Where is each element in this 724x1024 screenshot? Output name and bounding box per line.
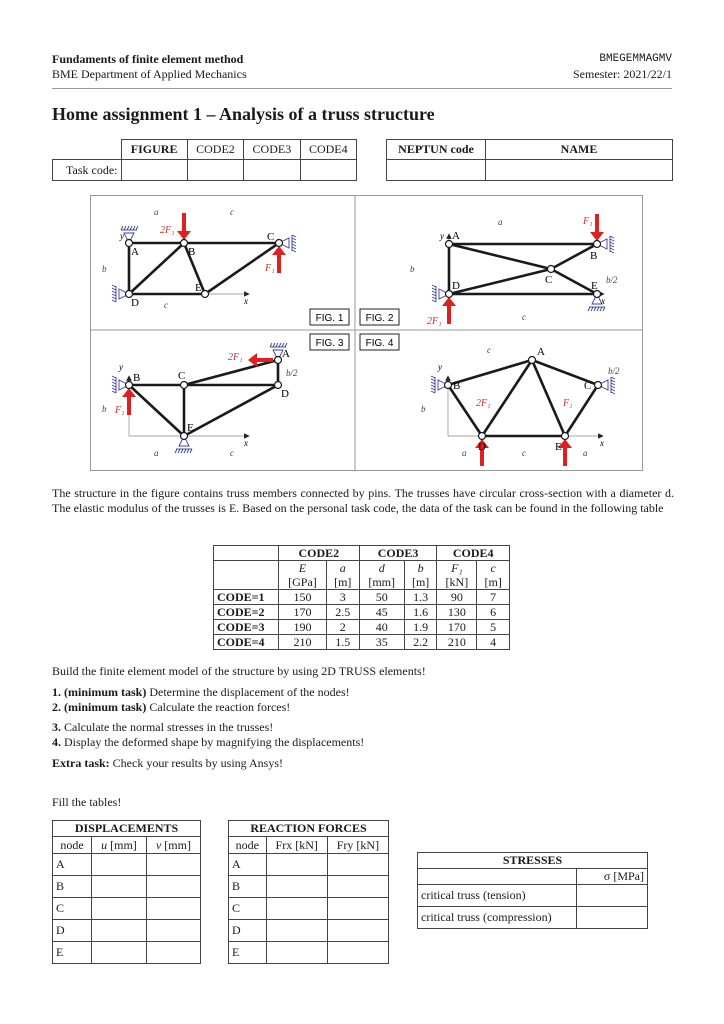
- node-label-C: C: [584, 380, 592, 392]
- cell-value: 170: [279, 605, 327, 620]
- student-id-table: [386, 139, 673, 181]
- dimension-label-a: a: [154, 448, 159, 458]
- dimension-label-half_b: b/2: [286, 368, 298, 378]
- param-F1: F₁ [kN]: [437, 561, 477, 590]
- value-field[interactable]: [146, 942, 200, 964]
- page-title: Home assignment 1 – Analysis of a truss structure: [52, 104, 435, 124]
- value-field[interactable]: [266, 876, 327, 898]
- node-label-A: A: [282, 348, 290, 360]
- intro-text: The structure in the figure contains truss members connected by pins. The trusses have circular cross-section with a diameter d. The elastic modulus of the trusses is E. Based on the personal task code, the data of the task can be found in the following table: [52, 486, 674, 515]
- cell-value: 4: [477, 635, 510, 650]
- code4-field[interactable]: [300, 160, 356, 181]
- code3-field[interactable]: [244, 160, 300, 181]
- header-neptun: NEPTUN code: [387, 140, 486, 160]
- col-node: node: [229, 837, 267, 854]
- cell-value: 90: [437, 590, 477, 605]
- truss-member-CA: [184, 360, 278, 385]
- force-label: F₁: [563, 398, 573, 409]
- value-field[interactable]: [266, 920, 327, 942]
- value-field[interactable]: [92, 920, 147, 942]
- table-row: [229, 898, 389, 920]
- force-arrow-icon: [177, 213, 191, 240]
- fill-instruction: Fill the tables!: [52, 795, 122, 809]
- cell-value: 130: [437, 605, 477, 620]
- task-code-table: [52, 139, 357, 181]
- node-B: [126, 382, 133, 389]
- value-field[interactable]: [92, 854, 147, 876]
- x-axis-label: x: [244, 438, 248, 448]
- cell-value: 50: [359, 590, 404, 605]
- node-C: [548, 266, 555, 273]
- col-sigma: σ [MPa]: [577, 869, 648, 885]
- node-label: E: [229, 942, 267, 964]
- force-label: F₁: [115, 405, 125, 416]
- value-field[interactable]: [327, 898, 388, 920]
- cell-value: 210: [279, 635, 327, 650]
- force-label: 2F₁: [228, 352, 243, 363]
- node-label: B: [229, 876, 267, 898]
- header-code2: CODE2: [187, 140, 243, 160]
- truss-member-AC: [449, 244, 551, 269]
- node-B: [594, 241, 601, 248]
- dimension-label-b: b: [421, 404, 426, 414]
- truss-figures: [90, 195, 643, 471]
- task-code-label: Task code:: [53, 160, 122, 181]
- cell-value: 2.5: [326, 605, 359, 620]
- dimension-label-c: c: [487, 345, 491, 355]
- cell-value: 1.5: [326, 635, 359, 650]
- node-E: [202, 291, 209, 298]
- truss-member-ED: [184, 385, 278, 436]
- node-label-D: D: [452, 280, 460, 292]
- cell-value: 5: [477, 620, 510, 635]
- dimension-label-b: b: [102, 264, 107, 274]
- data-table: [213, 545, 510, 650]
- y-axis-label: y: [120, 231, 124, 241]
- node-label-A: A: [131, 246, 139, 258]
- dimension-label-b: b: [102, 404, 107, 414]
- reaction-forces-table: [228, 820, 389, 964]
- value-field[interactable]: [146, 920, 200, 942]
- data-row: [214, 605, 510, 620]
- node-label: A: [53, 854, 92, 876]
- node-label-D: D: [478, 441, 486, 453]
- y-axis-label: y: [438, 362, 442, 372]
- cell-value: 190: [279, 620, 327, 635]
- dimension-label-a: a: [154, 207, 159, 217]
- cell-value: 40: [359, 620, 404, 635]
- value-field[interactable]: [92, 942, 147, 964]
- dimension-label-c: c: [230, 448, 234, 458]
- cell-value: 1.9: [404, 620, 437, 635]
- node-label-B: B: [453, 380, 461, 392]
- value-field[interactable]: [146, 876, 200, 898]
- truss-member-BD: [448, 385, 482, 436]
- svg-text:FIG. 3: FIG. 3: [315, 338, 344, 349]
- col-u: u [mm]: [92, 837, 147, 854]
- param-c: c [m]: [477, 561, 510, 590]
- row-compression-label: critical truss (compression): [418, 907, 577, 929]
- stresses-table: [417, 852, 648, 929]
- node-A: [529, 357, 536, 364]
- node-label-C: C: [267, 231, 275, 243]
- task-3: 3. Calculate the normal stresses in the trusses!: [52, 720, 274, 734]
- fig-2-label: [360, 309, 399, 325]
- node-label: E: [53, 942, 92, 964]
- param-a: a [m]: [326, 561, 359, 590]
- department: BME Department of Applied Mechanics: [52, 67, 247, 81]
- force-label: 2F₁: [160, 225, 175, 236]
- node-D: [479, 433, 486, 440]
- build-instruction: Build the finite element model of the structure by using 2D TRUSS elements!: [52, 664, 426, 678]
- value-field[interactable]: [266, 942, 327, 964]
- value-field[interactable]: [327, 876, 388, 898]
- param-d: d [mm]: [359, 561, 404, 590]
- figure-frame: [91, 196, 643, 471]
- header-name: NAME: [486, 140, 673, 160]
- header-figure: FIGURE: [121, 140, 187, 160]
- x-axis-label: x: [600, 438, 604, 448]
- figure-field[interactable]: [121, 160, 187, 181]
- header-code4: CODE4: [300, 140, 356, 160]
- y-axis-label: y: [440, 231, 444, 241]
- task-4: 4. Display the deformed shape by magnifying the displacements!: [52, 735, 365, 749]
- data-row: [214, 620, 510, 635]
- param-E: E [GPa]: [279, 561, 327, 590]
- cell-value: 170: [437, 620, 477, 635]
- dimension-label-c: c: [522, 312, 526, 322]
- tension-stress-field[interactable]: [577, 885, 648, 907]
- node-label-C: C: [545, 274, 553, 286]
- truss-member-BE: [129, 385, 184, 436]
- cell-value: 2.2: [404, 635, 437, 650]
- node-C: [276, 240, 283, 247]
- dimension-label-b: b: [410, 264, 415, 274]
- cell-value: 210: [437, 635, 477, 650]
- value-field[interactable]: [327, 920, 388, 942]
- x-axis-label: x: [601, 296, 605, 306]
- cell-value: 150: [279, 590, 327, 605]
- task-2: 2. (minimum task) Calculate the reaction forces!: [52, 700, 291, 714]
- table-row: [53, 898, 201, 920]
- value-field[interactable]: [92, 876, 147, 898]
- node-label: D: [53, 920, 92, 942]
- value-field[interactable]: [266, 898, 327, 920]
- truss-member-DC: [449, 269, 551, 294]
- svg-text:FIG. 4: FIG. 4: [365, 338, 394, 349]
- value-field[interactable]: [146, 854, 200, 876]
- value-field[interactable]: [266, 854, 327, 876]
- node-label-D: D: [281, 388, 289, 400]
- col-v: v [mm]: [146, 837, 200, 854]
- dimension-label-c: c: [164, 300, 168, 310]
- course-title: Fundaments of finite element method: [52, 52, 244, 66]
- cell-value: 6: [477, 605, 510, 620]
- value-field[interactable]: [327, 854, 388, 876]
- group-code2: CODE2: [279, 546, 360, 561]
- node-C: [595, 382, 602, 389]
- table-row: [229, 876, 389, 898]
- node-B: [445, 382, 452, 389]
- svg-text:FIG. 1: FIG. 1: [315, 313, 344, 324]
- table-row: [53, 942, 201, 964]
- cell-value: 1.3: [404, 590, 437, 605]
- neptun-field[interactable]: [387, 160, 486, 181]
- cell-value: 45: [359, 605, 404, 620]
- node-label-C: C: [178, 370, 186, 382]
- table-row: [229, 942, 389, 964]
- force-label: 2F₁: [476, 398, 491, 409]
- value-field[interactable]: [327, 942, 388, 964]
- node-label-B: B: [188, 246, 196, 258]
- table-row: [53, 876, 201, 898]
- node-C: [181, 382, 188, 389]
- stresses-title: STRESSES: [418, 853, 648, 869]
- code2-field[interactable]: [187, 160, 243, 181]
- node-label-A: A: [452, 230, 460, 242]
- task-1: 1. (minimum task) Determine the displacement of the nodes!: [52, 685, 350, 699]
- truss-member-EC: [565, 385, 598, 436]
- node-label: C: [53, 898, 92, 920]
- col-frx: Frx [kN]: [266, 837, 327, 854]
- force-arrow-icon: [442, 297, 456, 324]
- node-label-B: B: [590, 250, 598, 262]
- truss-figure-3: [102, 343, 298, 458]
- dimension-label-a: a: [462, 448, 467, 458]
- node-label: B: [53, 876, 92, 898]
- dimension-label-a: a: [498, 217, 503, 227]
- truss-figure-4: [421, 345, 620, 466]
- data-row: [214, 590, 510, 605]
- value-field[interactable]: [92, 898, 147, 920]
- compression-stress-field[interactable]: [577, 907, 648, 929]
- dimension-label-half_b: b/2: [606, 275, 618, 285]
- node-label-B: B: [133, 372, 141, 384]
- table-row: [229, 854, 389, 876]
- cell-value: 1.6: [404, 605, 437, 620]
- col-fry: Fry [kN]: [327, 837, 388, 854]
- col-node: node: [53, 837, 92, 854]
- data-row: [214, 635, 510, 650]
- node-label: A: [229, 854, 267, 876]
- dimension-label-c: c: [230, 207, 234, 217]
- value-field[interactable]: [146, 898, 200, 920]
- force-label: F₁: [265, 263, 275, 274]
- node-label-E: E: [187, 422, 194, 434]
- dimension-label-a: a: [583, 448, 588, 458]
- truss-figure-2: [410, 214, 618, 327]
- group-code4: CODE4: [437, 546, 510, 561]
- row-label: CODE=3: [214, 620, 279, 635]
- name-field[interactable]: [486, 160, 673, 181]
- force-label: 2F₁: [427, 316, 442, 327]
- cell-value: 7: [477, 590, 510, 605]
- row-label: CODE=1: [214, 590, 279, 605]
- table-row: [229, 920, 389, 942]
- node-label-E: E: [195, 282, 202, 294]
- table-row: [53, 920, 201, 942]
- force-label: F₁: [583, 216, 593, 227]
- header-rule: [52, 88, 672, 89]
- cell-value: 3: [326, 590, 359, 605]
- param-b: b [m]: [404, 561, 437, 590]
- truss-figure-1: [102, 207, 296, 310]
- extra-task: Extra task: Check your results by using Ansys!: [52, 756, 283, 770]
- group-code3: CODE3: [359, 546, 437, 561]
- node-label-D: D: [131, 297, 139, 309]
- fig-3-label: [310, 334, 349, 350]
- dimension-label-c: c: [522, 448, 526, 458]
- cell-value: 2: [326, 620, 359, 635]
- displacements-table: [52, 820, 201, 964]
- y-axis-label: y: [119, 362, 123, 372]
- fig-4-label: [360, 334, 399, 350]
- node-label: D: [229, 920, 267, 942]
- displacements-title: DISPLACEMENTS: [53, 821, 201, 837]
- reactions-title: REACTION FORCES: [229, 821, 389, 837]
- row-label: CODE=2: [214, 605, 279, 620]
- table-row: [53, 854, 201, 876]
- header-code3: CODE3: [244, 140, 300, 160]
- node-B: [181, 240, 188, 247]
- node-label-A: A: [537, 346, 545, 358]
- dimension-label-half_b: b/2: [608, 366, 620, 376]
- semester: Semester: 2021/22/1: [573, 67, 672, 81]
- svg-text:FIG. 2: FIG. 2: [365, 313, 394, 324]
- node-label-E: E: [591, 280, 598, 292]
- cell-value: 35: [359, 635, 404, 650]
- x-axis-label: x: [244, 296, 248, 306]
- node-E: [562, 433, 569, 440]
- node-A: [275, 357, 282, 364]
- row-tension-label: critical truss (tension): [418, 885, 577, 907]
- row-label: CODE=4: [214, 635, 279, 650]
- node-label-E: E: [555, 441, 562, 453]
- course-code: BMEGEMMAGMV: [599, 53, 672, 65]
- fig-1-label: [310, 309, 349, 325]
- node-label: C: [229, 898, 267, 920]
